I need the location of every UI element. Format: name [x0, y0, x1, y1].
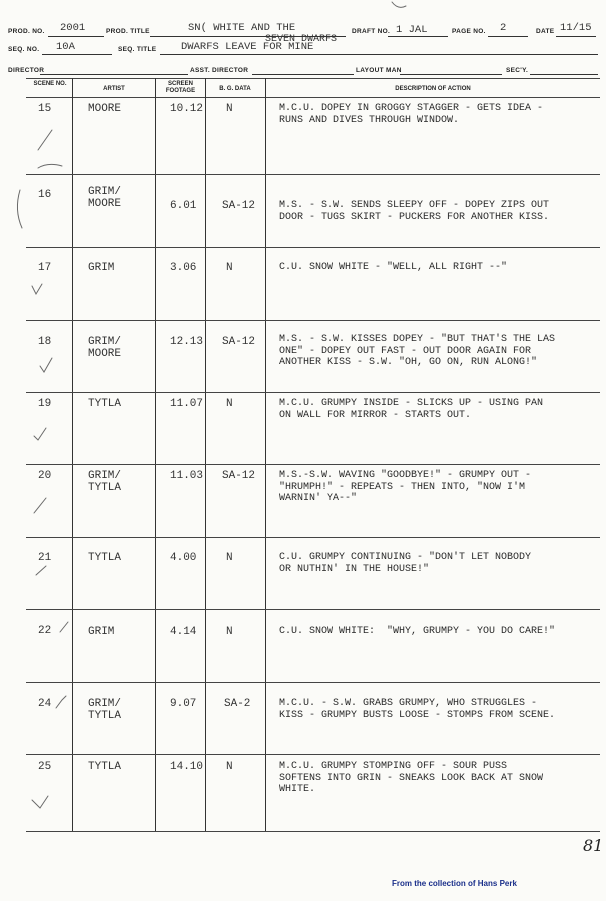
prod-title-line2: SEVEN DWARFS	[265, 34, 338, 45]
artist: GRIM/ MOORE	[88, 186, 122, 210]
prod-no-label: PROD. NO.	[8, 28, 45, 35]
bg-data: N	[226, 398, 233, 410]
bg-data: SA-12	[222, 200, 256, 212]
screen-footage: 12.13	[170, 336, 204, 348]
col-header-desc: DESCRIPTION OF ACTION	[395, 86, 471, 92]
date-value: 11/15	[560, 22, 592, 34]
col-header-bg: B. G. DATA	[219, 86, 251, 92]
prod-title-line1: SN( WHITE AND THE	[188, 22, 296, 34]
artist: MOORE	[88, 103, 122, 115]
draft-no-label: DRAFT NO.	[352, 28, 391, 35]
artist: TYTLA	[88, 761, 122, 773]
scene-no: 25	[38, 761, 52, 773]
scene-no: 21	[38, 552, 52, 564]
artist: GRIM/ TYTLA	[88, 698, 122, 722]
page-no-value: 2	[500, 22, 507, 34]
page-no-label: PAGE NO.	[452, 28, 486, 35]
action-description: M.C.U. - S.W. GRABS GRUMPY, WHO STRUGGLES - KISS - GRUMPY BUSTS LOOSE - STOMPS FROM SCENE.	[279, 698, 556, 721]
scene-no: 22	[38, 625, 52, 637]
artist: GRIM/ MOORE	[88, 336, 122, 360]
scene-no: 16	[38, 189, 52, 201]
screen-footage: 3.06	[170, 262, 197, 274]
scene-no: 20	[38, 470, 52, 482]
action-description: M.C.U. GRUMPY INSIDE - SLICKS UP - USING PAN ON WALL FOR MIRROR - STARTS OUT.	[279, 398, 544, 421]
scene-no: 15	[38, 103, 52, 115]
scene-no: 19	[38, 398, 52, 410]
seq-no-label: SEQ. NO.	[8, 46, 40, 53]
bg-data: SA-12	[222, 470, 256, 482]
artist: GRIM	[88, 626, 115, 638]
col-header-footage: SCREEN FOOTAGE	[165, 81, 196, 94]
layout-man-label: LAYOUT MAN	[356, 67, 402, 74]
bg-data: N	[226, 262, 233, 274]
action-description: M.C.U. GRUMPY STOMPING OFF - SOUR PUSS SOFTENS INTO GRIN - SNEAKS LOOK BACK AT SNOW WHITE.	[279, 761, 544, 795]
action-description: M.S.-S.W. WAVING "GOODBYE!" - GRUMPY OUT - "HRUMPH!" - REPEATS - THEN INTO, "NOW I'M WARNIN' YA--"	[279, 470, 532, 504]
artist: TYTLA	[88, 398, 122, 410]
scene-no: 17	[38, 262, 52, 274]
screen-footage: 14.10	[170, 761, 204, 773]
screen-footage: 10.12	[170, 103, 204, 115]
screen-footage: 11.03	[170, 470, 204, 482]
screen-footage: 4.14	[170, 626, 197, 638]
screen-footage: 11.07	[170, 398, 204, 410]
action-description: M.S. - S.W. KISSES DOPEY - "BUT THAT'S THE LAS ONE" - DOPEY OUT FAST - OUT DOOR AGAIN FOR ANOTHER KISS - S.W. "OH, GO ON, RUN ALONG!"	[279, 334, 556, 368]
col-header-scene: SCENE NO.	[33, 81, 67, 87]
bg-data: N	[226, 103, 233, 115]
action-description: M.S. - S.W. SENDS SLEEPY OFF - DOPEY ZIPS OUT DOOR - TUGS SKIRT - PUCKERS FOR ANOTHER KISS.	[279, 200, 550, 223]
seq-title-label: SEQ. TITLE	[118, 46, 157, 53]
screen-footage: 4.00	[170, 552, 197, 564]
action-description: C.U. GRUMPY CONTINUING - "DON'T LET NOBODY OR NUTHIN' IN THE HOUSE!"	[279, 552, 532, 575]
handwritten-page-number: 81	[583, 836, 604, 855]
director-label: DIRECTOR	[8, 67, 45, 74]
bg-data: SA-2	[224, 698, 251, 710]
prod-title-label: PROD. TITLE	[106, 28, 150, 35]
col-header-artist: ARTIST	[103, 86, 125, 92]
screen-footage: 6.01	[170, 200, 197, 212]
action-description: M.C.U. DOPEY IN GROGGY STAGGER - GETS IDEA - RUNS AND DIVES THROUGH WINDOW.	[279, 103, 544, 126]
prod-no-value: 2001	[60, 22, 86, 34]
collection-credit: From the collection of Hans Perk	[392, 879, 517, 888]
bg-data: N	[226, 761, 233, 773]
artist: GRIM	[88, 262, 115, 274]
artist: GRIM/ TYTLA	[88, 470, 122, 494]
artist: TYTLA	[88, 552, 122, 564]
bg-data: SA-12	[222, 336, 256, 348]
seq-no-value: 10A	[56, 41, 75, 53]
asst-director-label: ASST. DIRECTOR	[190, 67, 249, 74]
scene-no: 18	[38, 336, 52, 348]
seq-title-value: DWARFS LEAVE FOR MINE	[181, 41, 314, 53]
action-description: C.U. SNOW WHITE - "WELL, ALL RIGHT --"	[279, 262, 508, 273]
draft-no-value: 1 JAL	[396, 24, 428, 36]
bg-data: N	[226, 626, 233, 638]
screen-footage: 9.07	[170, 698, 197, 710]
scene-no: 24	[38, 698, 52, 710]
date-label: DATE	[536, 28, 555, 35]
secy-label: SEC'Y.	[506, 67, 529, 74]
bg-data: N	[226, 552, 233, 564]
action-description: C.U. SNOW WHITE: "WHY, GRUMPY - YOU DO CARE!"	[279, 626, 556, 637]
